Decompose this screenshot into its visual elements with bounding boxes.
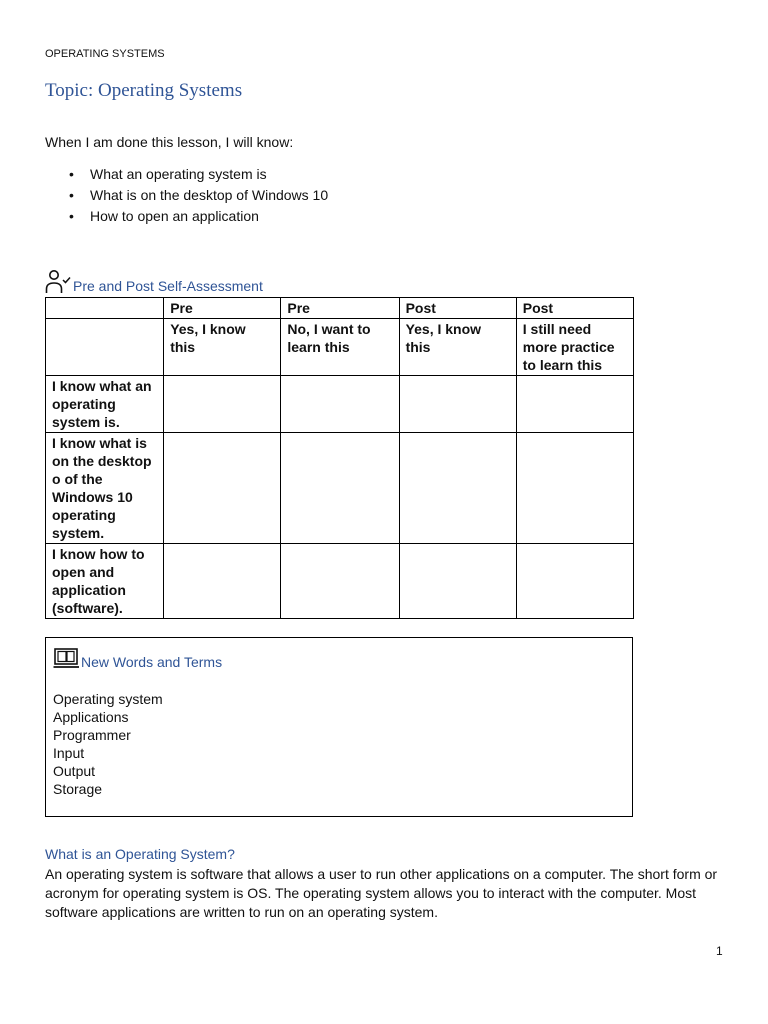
intro-text: When I am done this lesson, I will know: (45, 134, 294, 150)
assessment-heading (45, 266, 263, 294)
section-heading: What is an Operating System? (45, 846, 235, 862)
checkbox-cell[interactable] (399, 433, 516, 544)
person-check-icon (45, 268, 71, 294)
table-cell: Yes, I know this (399, 319, 516, 376)
checkbox-cell[interactable] (164, 544, 281, 619)
table-header-cell (46, 298, 164, 319)
running-header: OPERATING SYSTEMS (45, 48, 165, 60)
checkbox-cell[interactable] (164, 433, 281, 544)
assessment-title: Pre and Post Self-Assessment (73, 278, 263, 294)
table-cell (46, 319, 164, 376)
table-header-cell: Pre (164, 298, 281, 319)
checkbox-cell[interactable] (516, 376, 633, 433)
term-item: Programmer (53, 727, 131, 743)
section-body: An operating system is software that allows a user to run other applications on a computer. The short form or acronym for operating system is OS. The operating system allows you to interact with the computer. Most software applications are written to run on an operating system. (45, 866, 718, 920)
topic-title: Topic: Operating Systems (45, 80, 243, 101)
terms-heading (53, 644, 222, 670)
new-words-box (45, 637, 633, 817)
table-cell: I still need more practice to learn this (516, 319, 633, 376)
bullet-icon: • (69, 166, 74, 182)
checkbox-cell[interactable] (281, 433, 399, 544)
table-subheader-row (46, 319, 634, 376)
book-laptop-icon (53, 646, 81, 670)
checkbox-cell[interactable] (281, 544, 399, 619)
objective-item (45, 185, 328, 206)
objective-item (45, 206, 328, 227)
objective-text: What is on the desktop of Windows 10 (90, 187, 329, 203)
checkbox-cell[interactable] (516, 433, 633, 544)
checkbox-cell[interactable] (164, 376, 281, 433)
table-row (46, 376, 634, 433)
term-item: Input (53, 745, 85, 761)
self-assessment-table (45, 297, 634, 619)
table-header-cell: Post (399, 298, 516, 319)
objective-text: What an operating system is (90, 166, 267, 182)
objective-item (45, 164, 328, 185)
checkbox-cell[interactable] (399, 376, 516, 433)
term-item: Applications (53, 709, 129, 725)
term-item: Storage (53, 781, 103, 797)
table-header-row (46, 298, 634, 319)
table-row (46, 544, 634, 619)
term-item: Operating system (53, 691, 163, 707)
table-cell: No, I want to learn this (281, 319, 399, 376)
bullet-icon: • (69, 208, 74, 224)
checkbox-cell[interactable] (399, 544, 516, 619)
table-row (46, 433, 634, 544)
bullet-icon: • (69, 187, 74, 203)
table-cell: Yes, I know this (164, 319, 281, 376)
table-header-cell: Pre (281, 298, 399, 319)
row-statement: I know how to open and application (software). (46, 544, 164, 619)
page-number: 1 (716, 944, 723, 958)
row-statement: I know what an operating system is. (46, 376, 164, 433)
checkbox-cell[interactable] (281, 376, 399, 433)
terms-list (53, 690, 163, 798)
checkbox-cell[interactable] (516, 544, 633, 619)
objective-text: How to open an application (90, 208, 259, 224)
terms-title: New Words and Terms (81, 654, 223, 670)
objectives-list (45, 164, 328, 227)
table-header-cell: Post (516, 298, 633, 319)
row-statement: I know what is on the desktop o of the Windows 10 operating system. (46, 433, 164, 544)
term-item: Output (53, 763, 96, 779)
